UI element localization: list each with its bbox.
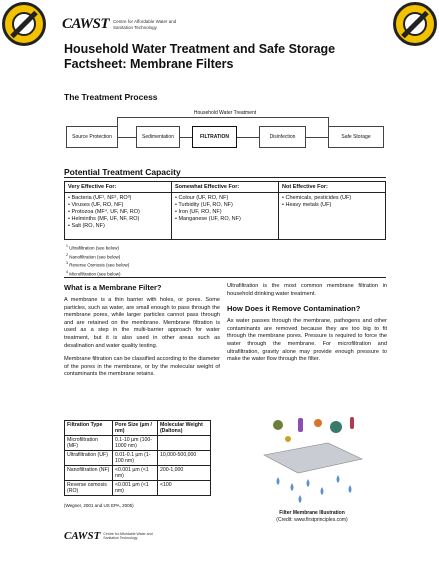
- capacity-column: [65, 182, 172, 239]
- process-step-filtration: FILTRATION: [192, 126, 237, 148]
- table-cell: 10,000-500,000: [157, 451, 210, 466]
- right-column: [227, 283, 387, 364]
- how-title: How Does it Remove Contamination?: [227, 304, 361, 314]
- footnotes: $^1$ Ultrafiltration (see below) $^2$ Nanofiltration (see below) $^3$ Reverse Osmosis (see below) $^4$ Microfiltration (see below): [66, 244, 130, 276]
- table-cell: 200-1,000: [157, 466, 210, 481]
- process-connector: [118, 137, 136, 138]
- capacity-column: [279, 182, 385, 239]
- capacity-column-header: Somewhat Effective For:: [172, 182, 278, 193]
- footer-logo: [64, 530, 153, 542]
- logo-tagline: Centre for Affordable Water and Sanitation Technology: [103, 531, 153, 540]
- cawst-logo: [62, 16, 183, 33]
- table-cell: 0.1-10 µm (100-1000 nm): [112, 436, 157, 451]
- page-title: Household Water Treatment and Safe Storage Factsheet: Membrane Filters: [64, 42, 336, 71]
- process-step-source-protection: Source Protection: [66, 126, 118, 148]
- list-item: • Turbidity (UF, RO, NF): [175, 202, 275, 209]
- what-is-title: What is a Membrane Filter?: [64, 283, 162, 292]
- table-source: (Wegner, 2001 and US EPA, 2005): [64, 503, 134, 508]
- table-cell: Microfiltration (MF): [65, 436, 113, 451]
- table-cell: <0.001 µm (<1 nm): [112, 481, 157, 496]
- table-row: [65, 481, 211, 496]
- table-cell: 0.01-0.1 µm (1-100 nm): [112, 451, 157, 466]
- process-connector: [306, 137, 328, 138]
- table-header: Molecular Weight (Daltons): [157, 421, 210, 436]
- list-item: • Bacteria (UF¹, NF², RO³): [68, 195, 168, 202]
- logo-mark: CAWST: [62, 16, 109, 32]
- membrane-illustration: [258, 413, 366, 507]
- list-item: • Manganese (UF, RO, NF): [175, 216, 275, 223]
- list-item: • Heavy metals (UF): [282, 202, 382, 209]
- what-is-section: [64, 283, 220, 379]
- how-paragraph: As water passes through the membrane, pathogens and other contaminants are removed because they are too big to fit through the membrane pores. Pressure is required to force the water through the membrane. For microfiltration and ultrafiltration, gravity alone may provide enough pressure to make the water flow through the filter.: [227, 318, 387, 363]
- process-step-disinfection: Disinfection: [259, 126, 306, 148]
- caption-credit: (Credit: www.firstprinciples.com): [276, 516, 348, 523]
- process-connector: [180, 137, 192, 138]
- water-droplets: [277, 475, 352, 503]
- process-bracket: [117, 117, 329, 126]
- caption-title: Filter Membrane Illustration: [279, 510, 345, 516]
- list-item: • Salt (RO, NF): [68, 223, 168, 230]
- capacity-table: [64, 181, 386, 240]
- table-cell: Reverse osmosis (RO): [65, 481, 113, 496]
- divider: [64, 177, 386, 178]
- divider: [64, 277, 386, 278]
- what-is-paragraph: A membrane is a thin barrier with holes, or pores. Some particles, such as water, are small enough to pass through the membrane pores, while larger particles cannot pass through and are retained on the membrane. Membrane filtration is used as a step in the multi-barrier approach for water treatment, but it is also used in other areas such as desalination and water quality testing.: [64, 297, 220, 349]
- table-row: [65, 436, 211, 451]
- table-cell: [157, 436, 210, 451]
- list-item: • Chemicals, pesticides (UF): [282, 195, 382, 202]
- table-header: Filtration Type: [65, 421, 113, 436]
- capacity-column: [172, 182, 279, 239]
- table-cell: Nanofiltration (NF): [65, 466, 113, 481]
- list-item: • Helminths (MF, UF, NF, RO): [68, 216, 168, 223]
- table-cell: <0.001 µm (<1 nm): [112, 466, 157, 481]
- list-item: • Iron (UF, RO, NF): [175, 209, 275, 216]
- membrane-sheet: [264, 443, 362, 473]
- list-item: • Viruses (UF, RO, NF): [68, 202, 168, 209]
- filtration-table: [64, 420, 211, 496]
- process-connector: [237, 137, 259, 138]
- capacity-column-header: Not Effective For:: [279, 182, 385, 193]
- treatment-process-title: The Treatment Process: [64, 92, 158, 102]
- footnote: Nanofiltration (see below): [69, 254, 121, 259]
- process-step-sedimentation: Sedimentation: [136, 126, 180, 148]
- process-group-label: Household Water Treatment: [193, 110, 257, 116]
- no-entry-badge-icon: [393, 2, 437, 46]
- table-row: [65, 466, 211, 481]
- intro-paragraph: Ultrafiltration is the most common membrane filtration in household drinking water treatment.: [227, 283, 387, 297]
- illustration-caption: [248, 510, 376, 523]
- footnote: Reverse Osmosis (see below): [69, 262, 130, 268]
- list-item: • Colour (UF, RO, NF): [175, 195, 275, 202]
- no-entry-badge-icon: [2, 2, 46, 46]
- contaminant-particles: [273, 417, 354, 442]
- footnote: Microfiltration (see below): [69, 271, 121, 276]
- table-row: [65, 451, 211, 466]
- capacity-title: Potential Treatment Capacity: [64, 167, 181, 177]
- table-cell: <100: [157, 481, 210, 496]
- list-item: • Protozoa (MF⁴, UF, NF, RO): [68, 209, 168, 216]
- table-header: Pore Size (µm / nm): [112, 421, 157, 436]
- process-step-safe-storage: Safe Storage: [328, 126, 384, 148]
- table-cell: Ultrafiltration (UF): [65, 451, 113, 466]
- footnote: Ultrafiltration (see below): [69, 245, 119, 251]
- logo-tagline: Centre for Affordable Water and Sanitation Technology: [112, 19, 177, 30]
- logo-mark: CAWST: [64, 530, 101, 542]
- capacity-column-header: Very Effective For:: [65, 182, 171, 193]
- what-is-paragraph: Membrane filtration can be classified according to the diameter of the pores in the membrane, or by the molecular weight of contaminants the membrane retains.: [64, 356, 220, 378]
